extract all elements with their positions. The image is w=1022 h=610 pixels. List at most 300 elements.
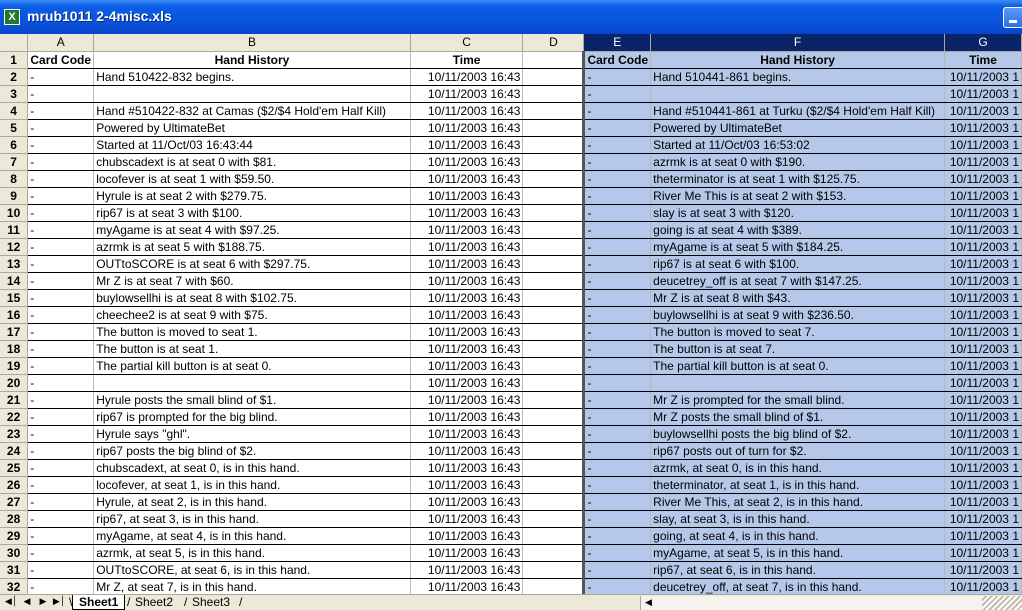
cell-g[interactable]: 10/11/2003 1 <box>945 476 1022 493</box>
cell-a[interactable]: - <box>28 221 94 238</box>
row-header[interactable]: 9 <box>0 187 28 204</box>
table-row <box>0 238 1022 255</box>
cell-g[interactable]: 10/11/2003 1 <box>945 102 1022 119</box>
cell-d[interactable] <box>523 391 584 408</box>
cell-e[interactable]: - <box>584 459 651 476</box>
cell-g[interactable]: 10/11/2003 1 <box>945 153 1022 170</box>
cell-e[interactable]: - <box>584 357 651 374</box>
cell-a[interactable]: - <box>28 170 94 187</box>
cell-c[interactable]: 10/11/2003 16:43 <box>410 442 523 459</box>
cell-d[interactable] <box>523 85 584 102</box>
cell-d[interactable] <box>523 306 584 323</box>
cell-g[interactable]: 10/11/2003 1 <box>945 323 1022 340</box>
cell-d[interactable] <box>523 323 584 340</box>
cell-f[interactable]: Hand 510441-861 begins. <box>651 68 945 85</box>
cell-d[interactable] <box>523 476 584 493</box>
cell-f[interactable]: going, at seat 4, is in this hand. <box>651 527 945 544</box>
cell-d[interactable] <box>523 561 584 578</box>
column-header-d[interactable]: D <box>523 34 584 51</box>
cell-f[interactable]: deucetrey_off, at seat 7, is in this hand. <box>651 578 945 594</box>
cell-b[interactable]: buylowsellhi is at seat 8 with $102.75. <box>94 289 411 306</box>
cell-b[interactable]: Mr Z is at seat 7 with $60. <box>94 272 411 289</box>
row-header[interactable]: 2 <box>0 68 28 85</box>
cell-f[interactable]: The button is at seat 7. <box>651 340 945 357</box>
cell-e[interactable]: - <box>584 85 651 102</box>
table-row <box>0 187 1022 204</box>
cell-f[interactable]: myAgame, at seat 5, is in this hand. <box>651 544 945 561</box>
cell-d[interactable] <box>523 459 584 476</box>
worksheet-table <box>0 34 1022 594</box>
table-row <box>0 289 1022 306</box>
column-header-b[interactable]: B <box>94 34 411 51</box>
cell-b[interactable]: Hyrule, at seat 2, is in this hand. <box>94 493 411 510</box>
cell-e[interactable]: - <box>584 408 651 425</box>
cell-e[interactable]: - <box>584 561 651 578</box>
sheet-tab-bar <box>0 594 1022 610</box>
cell-f[interactable]: Started at 11/Oct/03 16:53:02 <box>651 136 945 153</box>
header-cell-c[interactable]: Time <box>410 51 523 68</box>
cell-b[interactable]: Started at 11/Oct/03 16:43:44 <box>94 136 411 153</box>
cell-c[interactable]: 10/11/2003 16:43 <box>410 153 523 170</box>
column-header-c[interactable]: C <box>410 34 523 51</box>
cell-a[interactable]: - <box>28 340 94 357</box>
tab-sheet2[interactable]: Sheet2 <box>135 595 174 609</box>
header-cell-d[interactable] <box>523 51 584 68</box>
cell-a[interactable]: - <box>28 306 94 323</box>
row-header[interactable]: 26 <box>0 476 28 493</box>
last-sheet-icon[interactable]: ▶│ <box>52 597 66 607</box>
cell-a[interactable]: - <box>28 442 94 459</box>
cell-d[interactable] <box>523 408 584 425</box>
minimize-button[interactable] <box>1003 7 1022 28</box>
cell-f[interactable]: slay, at seat 3, is in this hand. <box>651 510 945 527</box>
cell-g[interactable]: 10/11/2003 1 <box>945 425 1022 442</box>
cell-a[interactable]: - <box>28 153 94 170</box>
prev-sheet-icon[interactable]: ◀ <box>23 597 31 607</box>
cell-c[interactable]: 10/11/2003 16:43 <box>410 544 523 561</box>
cell-e[interactable]: - <box>584 170 651 187</box>
cell-e[interactable]: - <box>584 272 651 289</box>
row-header[interactable]: 28 <box>0 510 28 527</box>
row-header[interactable]: 12 <box>0 238 28 255</box>
row-header[interactable]: 8 <box>0 170 28 187</box>
cell-f[interactable]: slay is at seat 3 with $120. <box>651 204 945 221</box>
cell-d[interactable] <box>523 357 584 374</box>
tab-divider: / <box>127 595 131 609</box>
cell-f[interactable]: River Me This, at seat 2, is in this hand. <box>651 493 945 510</box>
tab-sheet3[interactable]: Sheet3 <box>192 595 231 609</box>
cell-a[interactable]: - <box>28 374 94 391</box>
cell-e[interactable]: - <box>584 221 651 238</box>
cell-f[interactable]: Hand #510441-861 at Turku ($2/$4 Hold'em Half Kill) <box>651 102 945 119</box>
cell-d[interactable] <box>523 493 584 510</box>
cell-b[interactable]: cheechee2 is at seat 9 with $75. <box>94 306 411 323</box>
scroll-left-icon[interactable]: ◀ <box>645 598 652 608</box>
cell-d[interactable] <box>523 510 584 527</box>
cell-c[interactable]: 10/11/2003 16:43 <box>410 187 523 204</box>
cell-d[interactable] <box>523 340 584 357</box>
cell-b[interactable]: myAgame is at seat 4 with $97.25. <box>94 221 411 238</box>
window-title: mrub1011 2-4misc.xls <box>27 8 172 24</box>
cell-f[interactable]: buylowsellhi is at seat 9 with $236.50. <box>651 306 945 323</box>
row-header[interactable]: 7 <box>0 153 28 170</box>
row-header[interactable]: 22 <box>0 408 28 425</box>
cell-e[interactable]: - <box>584 578 651 594</box>
row-header[interactable]: 31 <box>0 561 28 578</box>
cell-b[interactable]: The partial kill button is at seat 0. <box>94 357 411 374</box>
cell-g[interactable]: 10/11/2003 1 <box>945 238 1022 255</box>
table-row <box>0 204 1022 221</box>
cell-g[interactable]: 10/11/2003 1 <box>945 306 1022 323</box>
cell-c[interactable]: 10/11/2003 16:43 <box>410 425 523 442</box>
row-header[interactable]: 30 <box>0 544 28 561</box>
cell-g[interactable]: 10/11/2003 1 <box>945 68 1022 85</box>
cell-e[interactable]: - <box>584 204 651 221</box>
cell-a[interactable]: - <box>28 68 94 85</box>
cell-d[interactable] <box>523 272 584 289</box>
cell-c[interactable]: 10/11/2003 16:43 <box>410 357 523 374</box>
cell-c[interactable]: 10/11/2003 16:43 <box>410 204 523 221</box>
excel-icon[interactable]: X <box>4 9 20 25</box>
cell-a[interactable]: - <box>28 357 94 374</box>
cell-e[interactable]: - <box>584 68 651 85</box>
cell-g[interactable]: 10/11/2003 1 <box>945 408 1022 425</box>
header-cell-f[interactable]: Hand History <box>651 51 945 68</box>
cell-e[interactable]: - <box>584 527 651 544</box>
cell-f[interactable]: Powered by UltimateBet <box>651 119 945 136</box>
cell-e[interactable]: - <box>584 255 651 272</box>
next-sheet-icon[interactable]: ▶ <box>39 597 47 607</box>
cell-a[interactable]: - <box>28 561 94 578</box>
cell-b[interactable]: Hand 510422-832 begins. <box>94 68 411 85</box>
table-row <box>0 510 1022 527</box>
cell-g[interactable]: 10/11/2003 1 <box>945 289 1022 306</box>
cell-a[interactable]: - <box>28 136 94 153</box>
cell-d[interactable] <box>523 527 584 544</box>
cell-d[interactable] <box>523 289 584 306</box>
cell-f[interactable]: myAgame is at seat 5 with $184.25. <box>651 238 945 255</box>
cell-e[interactable]: - <box>584 442 651 459</box>
row-header[interactable]: 5 <box>0 119 28 136</box>
cell-b[interactable] <box>94 85 411 102</box>
cell-g[interactable]: 10/11/2003 1 <box>945 170 1022 187</box>
cell-a[interactable]: - <box>28 187 94 204</box>
first-sheet-icon[interactable]: ◀│ <box>4 597 18 607</box>
cell-g[interactable]: 10/11/2003 1 <box>945 527 1022 544</box>
cell-b[interactable]: azrmk is at seat 5 with $188.75. <box>94 238 411 255</box>
cell-e[interactable]: - <box>584 391 651 408</box>
cell-a[interactable]: - <box>28 323 94 340</box>
cell-c[interactable]: 10/11/2003 16:43 <box>410 289 523 306</box>
cell-f[interactable]: Mr Z is at seat 8 with $43. <box>651 289 945 306</box>
cell-f[interactable]: buylowsellhi posts the big blind of $2. <box>651 425 945 442</box>
cell-d[interactable] <box>523 238 584 255</box>
cell-g[interactable]: 10/11/2003 1 <box>945 255 1022 272</box>
cell-e[interactable]: - <box>584 425 651 442</box>
row-header[interactable]: 18 <box>0 340 28 357</box>
cell-c[interactable]: 10/11/2003 16:43 <box>410 323 523 340</box>
cell-b[interactable]: rip67 posts the big blind of $2. <box>94 442 411 459</box>
cell-f[interactable] <box>651 374 945 391</box>
cell-g[interactable]: 10/11/2003 1 <box>945 374 1022 391</box>
header-cell-g[interactable]: Time <box>945 51 1022 68</box>
cell-b[interactable]: chubscadext is at seat 0 with $81. <box>94 153 411 170</box>
cell-b[interactable]: chubscadext, at seat 0, is in this hand. <box>94 459 411 476</box>
cell-b[interactable]: The button is moved to seat 1. <box>94 323 411 340</box>
row-header[interactable]: 27 <box>0 493 28 510</box>
cell-f[interactable]: deucetrey_off is at seat 7 with $147.25. <box>651 272 945 289</box>
cell-b[interactable]: OUTtoSCORE is at seat 6 with $297.75. <box>94 255 411 272</box>
cell-a[interactable]: - <box>28 408 94 425</box>
column-header-f[interactable]: F <box>651 34 945 51</box>
row-header[interactable]: 25 <box>0 459 28 476</box>
cell-a[interactable]: - <box>28 119 94 136</box>
table-row <box>0 68 1022 85</box>
row-header[interactable]: 17 <box>0 323 28 340</box>
table-row <box>0 119 1022 136</box>
cell-c[interactable]: 10/11/2003 16:43 <box>410 374 523 391</box>
cell-b[interactable]: rip67, at seat 3, is in this hand. <box>94 510 411 527</box>
cell-d[interactable] <box>523 544 584 561</box>
cell-a[interactable]: - <box>28 391 94 408</box>
cell-a[interactable]: - <box>28 85 94 102</box>
cell-c[interactable]: 10/11/2003 16:43 <box>410 527 523 544</box>
cell-f[interactable]: Mr Z posts the small blind of $1. <box>651 408 945 425</box>
cell-d[interactable] <box>523 204 584 221</box>
cell-g[interactable]: 10/11/2003 1 <box>945 204 1022 221</box>
spreadsheet-grid[interactable] <box>0 34 1022 594</box>
cell-f[interactable]: azrmk is at seat 0 with $190. <box>651 153 945 170</box>
cell-a[interactable]: - <box>28 493 94 510</box>
row-header[interactable]: 4 <box>0 102 28 119</box>
cell-c[interactable]: 10/11/2003 16:43 <box>410 391 523 408</box>
cell-b[interactable]: Hand #510422-832 at Camas ($2/$4 Hold'em Half Kill) <box>94 102 411 119</box>
cell-b[interactable]: locofever, at seat 1, is in this hand. <box>94 476 411 493</box>
cell-g[interactable]: 10/11/2003 1 <box>945 357 1022 374</box>
cell-e[interactable]: - <box>584 544 651 561</box>
cell-d[interactable] <box>523 153 584 170</box>
cell-e[interactable]: - <box>584 187 651 204</box>
row-header[interactable]: 24 <box>0 442 28 459</box>
row-header[interactable]: 20 <box>0 374 28 391</box>
cell-f[interactable]: going is at seat 4 with $389. <box>651 221 945 238</box>
table-row <box>0 425 1022 442</box>
cell-b[interactable]: rip67 is prompted for the big blind. <box>94 408 411 425</box>
cell-e[interactable]: - <box>584 306 651 323</box>
cell-e[interactable]: - <box>584 119 651 136</box>
select-all-corner[interactable] <box>0 34 28 51</box>
cell-c[interactable]: 10/11/2003 16:43 <box>410 136 523 153</box>
row-header[interactable]: 15 <box>0 289 28 306</box>
cell-f[interactable]: rip67 is at seat 6 with $100. <box>651 255 945 272</box>
column-header-g[interactable]: G <box>945 34 1022 51</box>
row-header[interactable]: 16 <box>0 306 28 323</box>
cell-e[interactable]: - <box>584 340 651 357</box>
cell-c[interactable]: 10/11/2003 16:43 <box>410 578 523 594</box>
row-header[interactable]: 29 <box>0 527 28 544</box>
header-cell-b[interactable]: Hand History <box>94 51 411 68</box>
cell-a[interactable]: - <box>28 527 94 544</box>
cell-b[interactable]: azrmk, at seat 5, is in this hand. <box>94 544 411 561</box>
cell-e[interactable]: - <box>584 289 651 306</box>
cell-d[interactable] <box>523 170 584 187</box>
row-header[interactable]: 14 <box>0 272 28 289</box>
table-row <box>0 323 1022 340</box>
cell-f[interactable]: theterminator, at seat 1, is in this hand. <box>651 476 945 493</box>
cell-e[interactable]: - <box>584 153 651 170</box>
row-header[interactable]: 10 <box>0 204 28 221</box>
cell-c[interactable]: 10/11/2003 16:43 <box>410 493 523 510</box>
cell-f[interactable]: rip67, at seat 6, is in this hand. <box>651 561 945 578</box>
cell-b[interactable]: OUTtoSCORE, at seat 6, is in this hand. <box>94 561 411 578</box>
cell-f[interactable]: azrmk, at seat 0, is in this hand. <box>651 459 945 476</box>
cell-f[interactable]: River Me This is at seat 2 with $153. <box>651 187 945 204</box>
row-header[interactable]: 11 <box>0 221 28 238</box>
cell-d[interactable] <box>523 68 584 85</box>
cell-g[interactable]: 10/11/2003 1 <box>945 561 1022 578</box>
table-row <box>0 408 1022 425</box>
cell-a[interactable]: - <box>28 510 94 527</box>
cell-d[interactable] <box>523 374 584 391</box>
cell-c[interactable]: 10/11/2003 16:43 <box>410 561 523 578</box>
cell-d[interactable] <box>523 221 584 238</box>
cell-d[interactable] <box>523 119 584 136</box>
cell-f[interactable] <box>651 85 945 102</box>
cell-d[interactable] <box>523 187 584 204</box>
cell-g[interactable]: 10/11/2003 1 <box>945 136 1022 153</box>
cell-a[interactable]: - <box>28 204 94 221</box>
horizontal-scrollbar[interactable] <box>640 596 1022 610</box>
cell-b[interactable]: locofever is at seat 1 with $59.50. <box>94 170 411 187</box>
row-header[interactable]: 13 <box>0 255 28 272</box>
cell-c[interactable]: 10/11/2003 16:43 <box>410 238 523 255</box>
cell-g[interactable]: 10/11/2003 1 <box>945 493 1022 510</box>
cell-b[interactable] <box>94 374 411 391</box>
cell-b[interactable]: rip67 is at seat 3 with $100. <box>94 204 411 221</box>
cell-c[interactable]: 10/11/2003 16:43 <box>410 102 523 119</box>
cell-c[interactable]: 10/11/2003 16:43 <box>410 68 523 85</box>
table-row <box>0 170 1022 187</box>
cell-a[interactable]: - <box>28 289 94 306</box>
resize-grip-icon[interactable] <box>982 596 1022 610</box>
cell-a[interactable]: - <box>28 238 94 255</box>
cell-b[interactable]: Powered by UltimateBet <box>94 119 411 136</box>
table-row <box>0 136 1022 153</box>
cell-d[interactable] <box>523 136 584 153</box>
tab-sheet1[interactable]: Sheet1 <box>72 595 125 610</box>
row-header[interactable]: 21 <box>0 391 28 408</box>
cell-g[interactable]: 10/11/2003 1 <box>945 510 1022 527</box>
cell-e[interactable]: - <box>584 374 651 391</box>
row-header[interactable]: 1 <box>0 51 28 68</box>
cell-b[interactable]: Hyrule says "ghl". <box>94 425 411 442</box>
table-row <box>0 561 1022 578</box>
cell-e[interactable]: - <box>584 476 651 493</box>
cell-c[interactable]: 10/11/2003 16:43 <box>410 221 523 238</box>
cell-g[interactable]: 10/11/2003 1 <box>945 442 1022 459</box>
cell-f[interactable]: The partial kill button is at seat 0. <box>651 357 945 374</box>
cell-e[interactable]: - <box>584 136 651 153</box>
cell-e[interactable]: - <box>584 493 651 510</box>
cell-g[interactable]: 10/11/2003 1 <box>945 187 1022 204</box>
cell-e[interactable]: - <box>584 510 651 527</box>
cell-g[interactable]: 10/11/2003 1 <box>945 459 1022 476</box>
cell-a[interactable]: - <box>28 102 94 119</box>
table-row <box>0 357 1022 374</box>
cell-c[interactable]: 10/11/2003 16:43 <box>410 340 523 357</box>
cell-g[interactable]: 10/11/2003 1 <box>945 391 1022 408</box>
cell-a[interactable]: - <box>28 255 94 272</box>
table-row <box>0 544 1022 561</box>
row-header[interactable]: 19 <box>0 357 28 374</box>
cell-g[interactable]: 10/11/2003 1 <box>945 85 1022 102</box>
table-row <box>0 578 1022 594</box>
cell-b[interactable]: Hyrule posts the small blind of $1. <box>94 391 411 408</box>
cell-c[interactable]: 10/11/2003 16:43 <box>410 85 523 102</box>
cell-c[interactable]: 10/11/2003 16:43 <box>410 306 523 323</box>
cell-c[interactable]: 10/11/2003 16:43 <box>410 272 523 289</box>
header-cell-e[interactable]: Card Code <box>584 51 651 68</box>
column-header-a[interactable]: A <box>28 34 94 51</box>
cell-b[interactable]: Hyrule is at seat 2 with $279.75. <box>94 187 411 204</box>
cell-e[interactable]: - <box>584 238 651 255</box>
cell-c[interactable]: 10/11/2003 16:43 <box>410 119 523 136</box>
header-cell-a[interactable]: Card Code <box>28 51 94 68</box>
cell-d[interactable] <box>523 425 584 442</box>
cell-d[interactable] <box>523 578 584 594</box>
row-header[interactable]: 6 <box>0 136 28 153</box>
cell-c[interactable]: 10/11/2003 16:43 <box>410 510 523 527</box>
row-header[interactable]: 23 <box>0 425 28 442</box>
cell-a[interactable]: - <box>28 476 94 493</box>
cell-e[interactable]: - <box>584 323 651 340</box>
cell-a[interactable]: - <box>28 544 94 561</box>
cell-a[interactable]: - <box>28 425 94 442</box>
cell-e[interactable]: - <box>584 102 651 119</box>
cell-f[interactable]: theterminator is at seat 1 with $125.75. <box>651 170 945 187</box>
cell-a[interactable]: - <box>28 272 94 289</box>
cell-g[interactable]: 10/11/2003 1 <box>945 272 1022 289</box>
cell-b[interactable]: Mr Z, at seat 7, is in this hand. <box>94 578 411 594</box>
cell-b[interactable]: myAgame, at seat 4, is in this hand. <box>94 527 411 544</box>
cell-d[interactable] <box>523 102 584 119</box>
cell-c[interactable]: 10/11/2003 16:43 <box>410 408 523 425</box>
title-bar <box>0 0 1022 34</box>
cell-d[interactable] <box>523 442 584 459</box>
cell-c[interactable]: 10/11/2003 16:43 <box>410 476 523 493</box>
cell-f[interactable]: The button is moved to seat 7. <box>651 323 945 340</box>
tab-divider: \ <box>69 595 73 609</box>
cell-f[interactable]: rip67 posts out of turn for $2. <box>651 442 945 459</box>
cell-b[interactable]: The button is at seat 1. <box>94 340 411 357</box>
table-row <box>0 51 1022 68</box>
cell-f[interactable]: Mr Z is prompted for the small blind. <box>651 391 945 408</box>
cell-g[interactable]: 10/11/2003 1 <box>945 119 1022 136</box>
cell-g[interactable]: 10/11/2003 1 <box>945 340 1022 357</box>
cell-c[interactable]: 10/11/2003 16:43 <box>410 255 523 272</box>
cell-g[interactable]: 10/11/2003 1 <box>945 221 1022 238</box>
cell-a[interactable]: - <box>28 578 94 594</box>
row-header[interactable]: 3 <box>0 85 28 102</box>
cell-g[interactable]: 10/11/2003 1 <box>945 544 1022 561</box>
cell-d[interactable] <box>523 255 584 272</box>
cell-a[interactable]: - <box>28 459 94 476</box>
column-header-e[interactable]: E <box>584 34 651 51</box>
cell-c[interactable]: 10/11/2003 16:43 <box>410 459 523 476</box>
row-header[interactable]: 32 <box>0 578 28 594</box>
cell-g[interactable]: 10/11/2003 1 <box>945 578 1022 594</box>
cell-c[interactable]: 10/11/2003 16:43 <box>410 170 523 187</box>
